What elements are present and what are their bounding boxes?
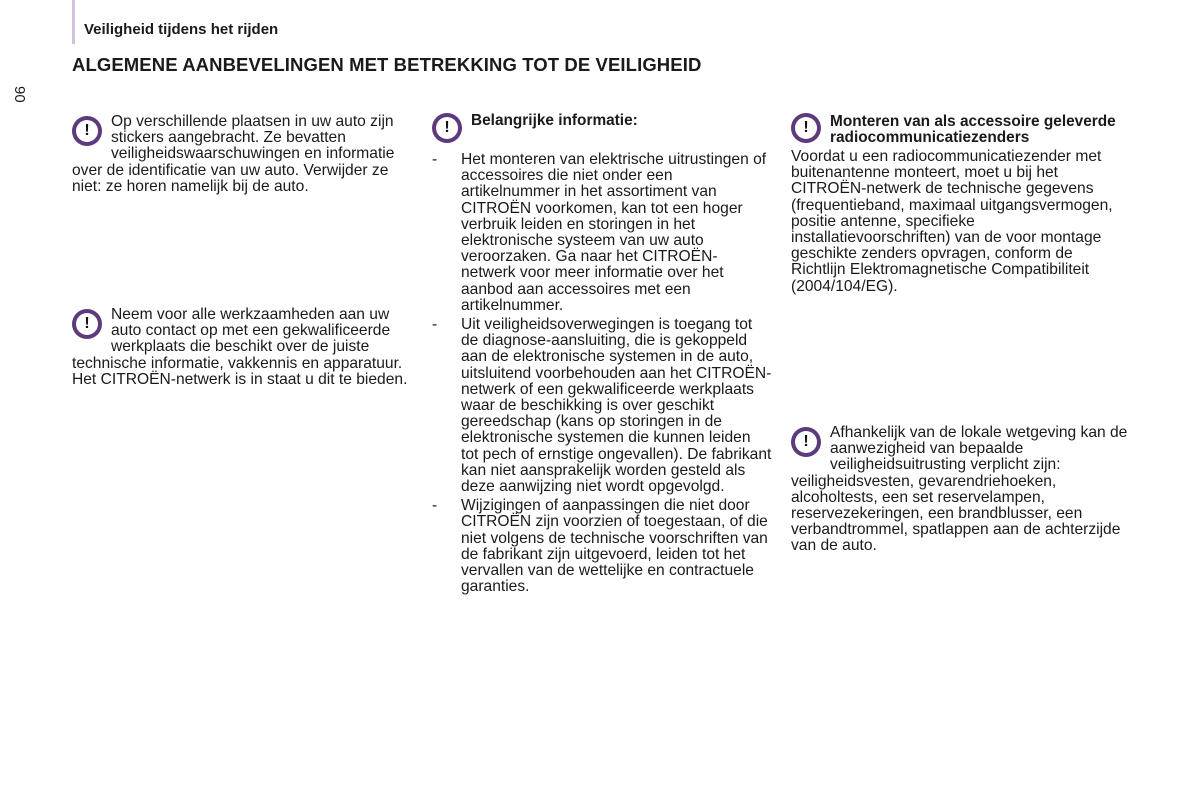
exclamation-warning-icon: ! bbox=[791, 113, 821, 143]
important-info-list bbox=[432, 152, 772, 595]
column-left bbox=[72, 114, 412, 195]
section-marker-line bbox=[72, 0, 75, 44]
important-info-header bbox=[432, 113, 772, 143]
warning-local-legislation-text: Afhankelijk van de lokale wetgeving kan de aanwezigheid van bepaalde veiligheidsuitrusting verplicht zijn: veiligheidsvesten, gevarendriehoeken, alcoholtests, een set reservelampen, reservezekeringen, een brandblusser, een verbandtrommel, spatlappen aan de achterzijde van de auto. bbox=[791, 424, 1128, 555]
radio-transmitter-body: Voordat u een radiocommunicatiezender met buitenantenne monteert, moet u bij het CITROËN-netwerk de technische gegevens (frequentieband, maximaal uitgangsvermogen, positie antenne, specifieke installatievoorschriften) van de voor montage geschikte zenders opvragen, conform de Richtlijn Elektromagnetische Compatibiliteit (2004/104/EG). bbox=[791, 148, 1113, 295]
warning-workshop-text: Neem voor alle werkzaamheden aan uw auto contact op met een gekwalificeerde werkplaats die beschikt over de juiste technische informatie, vakkennis en apparatuur. Het CITROËN-netwerk is in staat u dit te bieden. bbox=[72, 306, 408, 388]
exclamation-warning-icon: ! bbox=[791, 427, 821, 457]
radio-transmitter-heading: Monteren van als accessoire geleverde radiocommunicatiezenders bbox=[830, 113, 1116, 146]
section-title: Veiligheid tijdens het rijden bbox=[84, 21, 279, 38]
warning-workshop bbox=[72, 307, 412, 388]
list-item: - Wijzigingen of aanpassingen die niet door CITROËN zijn voorzien of toegestaan, of die niet volgens de technische voorschriften van de fabrikant zijn uitgevoerd, leiden tot het vervallen van de wettelijke en contractuele garanties. bbox=[432, 498, 772, 595]
list-item: - Het monteren van elektrische uitrustingen of accessoires die niet onder een artikelnummer in het assortiment van CITROËN voorkomen, kan tot een hoger verbruik leiden en storingen in het elektronische systeem van uw auto veroorzaken. Ga naar het CITROËN-netwerk voor meer informatie over het aanbod aan accessoires met een artikelnummer. bbox=[432, 152, 772, 314]
column-right-second bbox=[791, 425, 1131, 555]
exclamation-warning-icon: ! bbox=[72, 309, 102, 339]
column-right bbox=[791, 113, 1131, 295]
page-title: ALGEMENE AANBEVELINGEN MET BETREKKING TOT DE VEILIGHEID bbox=[72, 54, 702, 75]
exclamation-warning-icon: ! bbox=[72, 116, 102, 146]
warning-stickers bbox=[72, 114, 412, 195]
page-number: 90 bbox=[11, 86, 28, 103]
radio-transmitter-header bbox=[791, 113, 1131, 146]
list-item: - Uit veiligheidsoverwegingen is toegang tot de diagnose-aansluiting, die is gekoppeld aan de elektronische systemen in de auto, uitsluitend voorbehouden aan het CITROËN-netwerk of een gekwalificeerde werkplaats waar de beschikking is over geschikt gereedschap (kans op storingen in de elektronische systemen die kunnen leiden tot pech of ernstige ongevallen). De fabrikant kan niet aansprakelijk worden gesteld als deze aanwijzing niet wordt opgevolgd. bbox=[432, 317, 772, 495]
warning-stickers-text: Op verschillende plaatsen in uw auto zijn stickers aangebracht. Ze bevatten veiligheidswaarschuwingen en informatie over de identificatie van uw auto. Verwijder ze niet: ze horen namelijk bij de auto. bbox=[72, 113, 395, 195]
important-info-heading: Belangrijke informatie: bbox=[471, 112, 638, 129]
warning-local-legislation bbox=[791, 425, 1131, 555]
exclamation-warning-icon: ! bbox=[432, 113, 462, 143]
column-middle bbox=[432, 113, 772, 598]
column-left-second bbox=[72, 307, 412, 388]
